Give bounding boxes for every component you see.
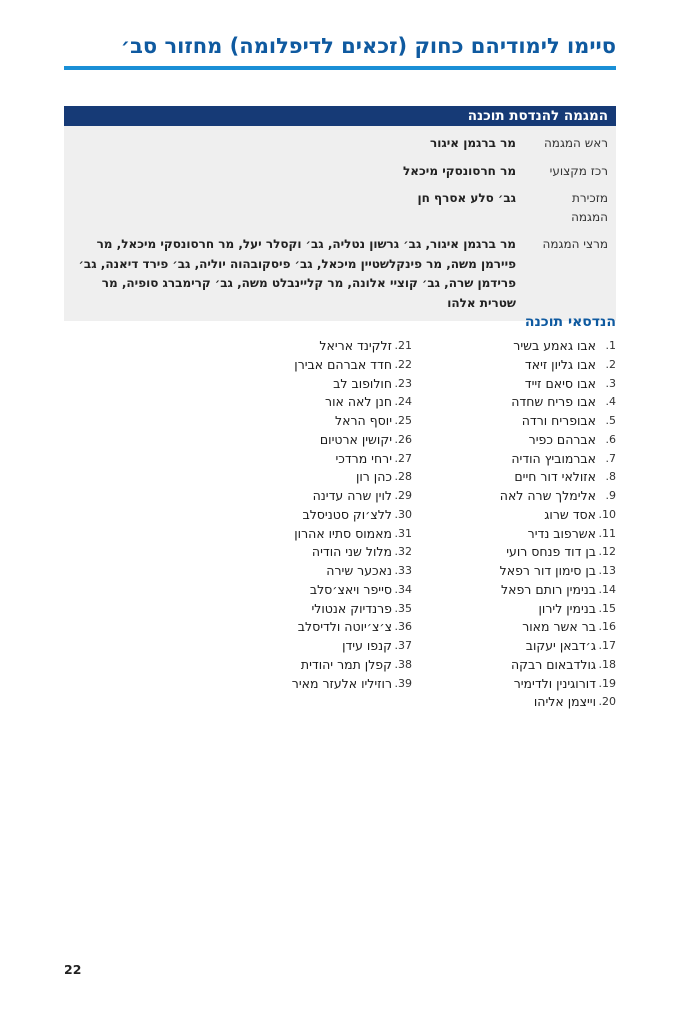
- list-item-number: 15.: [598, 601, 616, 615]
- committee-box: [64, 106, 616, 321]
- list-item-number: 16.: [598, 620, 616, 634]
- committee-role: ראש המגמה: [543, 136, 608, 150]
- committee-row-coordinator: [72, 162, 608, 182]
- list-item-name: צ׳צ׳יוטה ולדיסלב: [297, 619, 392, 635]
- list-item-number: 10.: [598, 507, 616, 521]
- list-item-number: 23.: [394, 376, 412, 390]
- list-item-number: 12.: [598, 545, 616, 559]
- list-item-name: אבופריח ורדה: [521, 413, 596, 428]
- list-item-number: 32.: [394, 545, 412, 559]
- list-item-name: אשרפוב נדיר: [527, 525, 596, 541]
- list-item-number: 34.: [394, 582, 412, 596]
- list-item-name: ירחי מרדכי: [335, 450, 392, 466]
- list-item-name: אלימלך שרה לאה: [499, 488, 596, 503]
- list-item: [446, 618, 616, 637]
- list-item-name: חנן לאה אור: [325, 394, 392, 410]
- list-item: [446, 506, 616, 525]
- list-item: [232, 506, 412, 525]
- list-item-number: 28.: [394, 470, 412, 484]
- list-item-number: 31.: [394, 526, 412, 540]
- list-item-name: דורוגינין ולדימיר: [513, 675, 596, 691]
- committee-names: גב׳ סלע אסרף חן: [417, 191, 516, 205]
- list-item-number: 36.: [394, 620, 412, 634]
- list-item: [446, 487, 616, 506]
- committee-header: המגמה להנדסת תוכנה: [64, 106, 616, 126]
- list-item-name: בן דוד פנחס רועי: [506, 544, 596, 560]
- list-item: [446, 600, 616, 619]
- list-item-number: 1.: [605, 339, 616, 352]
- list-item-number: 30.: [394, 507, 412, 521]
- list-item-number: 8.: [605, 470, 616, 484]
- list-item: [232, 618, 412, 637]
- list-item: [232, 675, 412, 694]
- list-item-number: 4.: [605, 395, 616, 409]
- list-item: [446, 562, 616, 581]
- list-item-number: 25.: [394, 414, 412, 427]
- list-item: [446, 375, 616, 394]
- list-item-number: 39.: [394, 676, 412, 690]
- list-item-number: 3.: [605, 376, 616, 390]
- list-item: [446, 525, 616, 544]
- list-item: [446, 337, 616, 356]
- list-item: [232, 412, 412, 431]
- list-item-name: נאכער שירה: [326, 563, 392, 578]
- list-item-name: יוסף הראל: [335, 413, 392, 428]
- title-underline: [64, 66, 616, 70]
- list-item-number: 7.: [605, 451, 616, 465]
- list-item-name: יקושין ארטיום: [319, 431, 392, 447]
- list-item-name: מלול שני הודיה: [311, 544, 392, 560]
- committee-row-secretary: [72, 189, 608, 227]
- list-item-name: אבו סיאם זייד: [524, 375, 596, 391]
- list-item: [446, 675, 616, 694]
- list-item: [232, 525, 412, 544]
- list-item: [232, 375, 412, 394]
- list-item-name: בן סימון דור רפאל: [499, 563, 596, 578]
- list-item: [446, 356, 616, 375]
- list-item: [232, 562, 412, 581]
- list-item-number: 37.: [394, 639, 412, 652]
- list-item-number: 6.: [605, 432, 616, 446]
- list-item-name: סייפר ויאצ׳סלב: [309, 581, 392, 597]
- committee-role: מזכירת המגמה: [571, 191, 608, 224]
- list-item-number: 5.: [605, 414, 616, 427]
- section-title: הנדסאי תוכנה: [524, 314, 616, 330]
- list-item-number: 38.: [394, 657, 412, 671]
- list-item: [232, 431, 412, 450]
- list-item-name: אבו גאמע בשיר: [513, 338, 596, 353]
- committee-body: [64, 126, 616, 321]
- list-item-number: 29.: [394, 489, 412, 502]
- list-item: [232, 600, 412, 619]
- list-item-name: זלקינד אריאל: [319, 338, 392, 353]
- list-item-name: קפלן תמר יהודית: [300, 656, 392, 672]
- list-item-number: 19.: [598, 676, 616, 690]
- list-item-name: אבו גליון זיאד: [524, 356, 596, 372]
- committee-names: מר ברגמן איגור, גב׳ גרשון נטליה, גב׳ וקסלר יעל, מר חרסונסקי מיכאל, מר פיירמן משה, מר פינקלשטיין מיכאל, גב׳ פיסקובהוה יוליה, גב׳ פירד דיאנה, גב׳ פרידמן שרה, גב׳ קוציי אלונה, מר קליינבלט משה, גב׳ קרימברג סופיה, מר שטרית אלהו: [78, 237, 516, 310]
- committee-row-head: [72, 134, 608, 154]
- graduates-list-left: [232, 337, 412, 693]
- list-item-number: 33.: [394, 564, 412, 577]
- list-item-name: אבו פריח שחדה: [511, 394, 596, 410]
- list-item: [232, 468, 412, 487]
- list-item: [232, 581, 412, 600]
- list-item-name: חולופוב לב: [333, 375, 392, 391]
- list-item: [446, 412, 616, 431]
- list-item: [446, 581, 616, 600]
- list-item: [446, 393, 616, 412]
- list-item-number: 26.: [394, 432, 412, 446]
- list-item-name: קנפו עידן: [342, 638, 392, 653]
- list-item-name: אזולאי דור חיים: [514, 469, 596, 485]
- list-item-number: 14.: [598, 582, 616, 596]
- list-item-number: 9.: [605, 489, 616, 502]
- committee-names: מר ברגמן איגור: [430, 136, 516, 150]
- list-item-number: 2.: [605, 357, 616, 371]
- list-item-name: לוין שרה עדינה: [312, 488, 392, 503]
- list-item: [232, 637, 412, 656]
- page-number: 22: [64, 962, 82, 977]
- list-item: [446, 543, 616, 562]
- list-item: [446, 431, 616, 450]
- list-item-name: אסד שרוג: [544, 506, 596, 522]
- committee-names: מר חרסונסקי מיכאל: [403, 163, 516, 178]
- list-item-number: 22.: [394, 357, 412, 371]
- list-item-name: מאמוס סתיו אהרון: [294, 525, 392, 541]
- list-item: [446, 450, 616, 469]
- list-item-number: 20.: [598, 695, 616, 709]
- list-item-name: בנימין רותם רפאל: [501, 581, 596, 597]
- list-item-name: אברהם כפיר: [528, 431, 596, 447]
- list-item-name: ג׳דבאן יעקוב: [525, 638, 596, 653]
- list-item: [446, 656, 616, 675]
- list-item: [446, 637, 616, 656]
- list-item-name: רוזיליו אלעזר מאיר: [291, 675, 392, 691]
- list-item-number: 18.: [598, 657, 616, 671]
- list-item-number: 11.: [598, 526, 616, 540]
- list-item-name: כהן רון: [355, 469, 392, 485]
- list-item-name: חדד אברהם אבירן: [294, 356, 392, 372]
- list-item-name: בר אשר מאור: [522, 619, 596, 635]
- list-item-number: 17.: [598, 639, 616, 652]
- list-item-name: ללצ׳וק סטניסלב: [302, 506, 392, 522]
- list-item: [232, 543, 412, 562]
- list-item-name: אברמוביץ הודיה: [511, 450, 596, 466]
- graduates-list-right: [446, 337, 616, 712]
- list-item-name: פרנדיוק אנטולי: [311, 600, 392, 616]
- committee-role: מרצי המגמה: [542, 237, 608, 251]
- list-item-number: 24.: [394, 395, 412, 409]
- list-item: [446, 693, 616, 712]
- list-item-name: בנימין לירון: [538, 600, 596, 616]
- list-item-number: 27.: [394, 451, 412, 465]
- list-item: [232, 450, 412, 469]
- list-item: [232, 356, 412, 375]
- list-item-name: גולדבאום רבקה: [510, 656, 596, 672]
- list-item: [446, 468, 616, 487]
- list-item: [232, 393, 412, 412]
- list-item: [232, 487, 412, 506]
- list-item: [232, 337, 412, 356]
- list-item-number: 21.: [394, 339, 412, 352]
- list-item: [232, 656, 412, 675]
- page-title: סיימו לימודיהם כחוק (זכאים לדיפלומה) מחזור סב׳: [120, 34, 616, 58]
- committee-role: רכז מקצועי: [549, 163, 608, 178]
- list-item-name: וייצמן אליהו: [533, 694, 596, 710]
- committee-row-lecturers: [72, 235, 608, 313]
- list-item-number: 13.: [598, 564, 616, 577]
- list-item-number: 35.: [394, 601, 412, 615]
